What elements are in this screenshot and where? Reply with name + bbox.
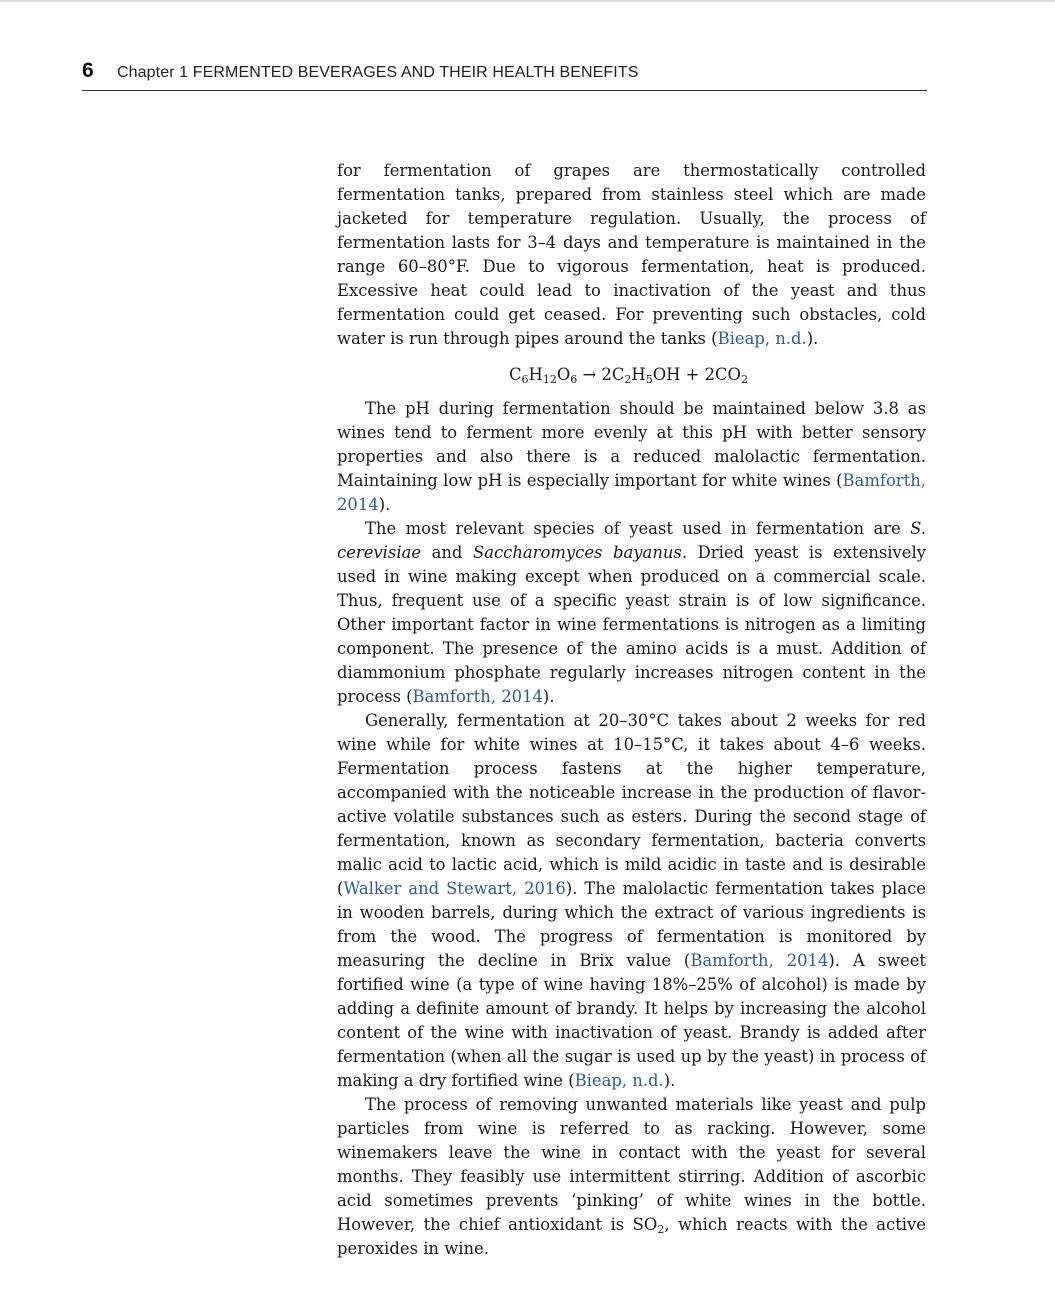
eq-part: O [556, 365, 571, 384]
paragraph-4 [337, 709, 926, 1093]
paragraph-text: ). [542, 687, 555, 706]
citation-link[interactable]: Bamforth, 2014 [412, 687, 543, 706]
paragraph-text: ). [806, 329, 819, 348]
eq-part: H [528, 365, 543, 384]
paragraph-text: ). The malolactic fermentation takes place in wooden barrels, during which the extract of various ingredients is from the wood. The progress of fermentation is monitored by measuring the decline in Brix value ( [337, 879, 927, 970]
fermentation-equation [337, 363, 926, 387]
subscript: 2 [657, 1223, 665, 1236]
citation-link[interactable]: Bieap, n.d. [717, 329, 807, 348]
citation-link[interactable]: Bamforth, 2014 [690, 951, 829, 970]
top-border [0, 0, 1055, 2]
eq-part: → 2C [577, 365, 625, 384]
paragraph-text: ). [663, 1071, 676, 1090]
paragraph-3 [337, 517, 926, 709]
paragraph-2 [337, 397, 926, 517]
paragraph-text: , which reacts with the active peroxides in wine. [337, 1215, 926, 1258]
page-number: 6 [82, 59, 94, 82]
running-header [82, 58, 927, 91]
paragraph-text: ). [378, 495, 391, 514]
paragraph-5 [337, 1093, 926, 1261]
paragraph-text: Generally, fermentation at 20–30°C takes about 2 weeks for red wine while for white wines at 10–15°C, it takes about 4–6 weeks. Fermentation process fastens at the higher temperature, accompanied with the noticeable increase in the production of flavor-active volatile substances such as esters. During the second stage of fermentation, known as secondary fermentation, bacteria converts malic acid to lactic acid, which is mild acidic in taste and is desirable ( [337, 711, 926, 898]
paragraph-text: and [421, 543, 473, 562]
eq-sub: 6 [570, 373, 578, 386]
paragraph-text: . Dried yeast is extensively used in wine making except when produced on a commercial scale. Thus, frequent use of a specific yeast strain is of low significance. Other important factor in wine fermentations is nitrogen as a limiting component. The presence of the amino acids is a must. Addition of diammonium phosphate regularly increases nitrogen content in the process ( [337, 543, 926, 706]
paragraph-text: ). A sweet fortified wine (a type of wine having 18%–25% of alcohol) is made by adding a definite amount of brandy. It helps by increasing the alcohol content of the wine with inactivation of yeast. Brandy is added after fermentation (when all the sugar is used up by the yeast) in process of making a dry fortified wine ( [337, 951, 927, 1090]
eq-sub: 5 [645, 373, 653, 386]
citation-link[interactable]: Bieap, n.d. [574, 1071, 664, 1090]
species-name: Saccharomyces bayanus [472, 543, 682, 562]
paragraph-text: for fermentation of grapes are thermostatically controlled fermentation tanks, prepared from stainless steel which are made jacketed for temperature regulation. Usually, the process of fermentation lasts for 3–4 days and temperature is maintained in the range 60–80°F. Due to vigorous fermentation, heat is produced. Excessive heat could lead to inactivation of the yeast and thus fermentation could get ceased. For preventing such obstacles, cold water is run through pipes around the tanks ( [337, 161, 926, 348]
paragraph-text: The most relevant species of yeast used in fermentation are [365, 519, 911, 538]
eq-part: H [631, 365, 646, 384]
eq-part: OH + 2CO [652, 365, 741, 384]
paragraph-text: The process of removing unwanted materials like yeast and pulp particles from wine is referred to as racking. However, some winemakers leave the wine in contact with the yeast for several months. They feasibly use intermittent stirring. Addition of ascorbic acid sometimes prevents ‘pinking’ of white wines in the bottle. However, the chief antioxidant is SO [337, 1095, 926, 1234]
eq-sub: 2 [741, 373, 748, 386]
eq-part: C [509, 365, 522, 384]
eq-sub: 6 [521, 373, 529, 386]
species-name: S. cerevisiae [337, 519, 926, 562]
body-text [337, 159, 926, 1261]
citation-link[interactable]: Walker and Stewart, 2016 [343, 879, 566, 898]
eq-sub: 12 [542, 373, 557, 386]
paragraph-text: The pH during fermentation should be maintained below 3.8 as wines tend to ferment more evenly at this pH with better sensory properties and also there is a reduced malolactic fermentation. Maintaining low pH is especially important for white wines ( [337, 399, 926, 490]
eq-sub: 2 [624, 373, 632, 386]
paragraph-1 [337, 159, 926, 351]
citation-link[interactable]: Bamforth, 2014 [337, 471, 926, 514]
chapter-title: Chapter 1 FERMENTED BEVERAGES AND THEIR HEALTH BENEFITS [117, 64, 639, 81]
